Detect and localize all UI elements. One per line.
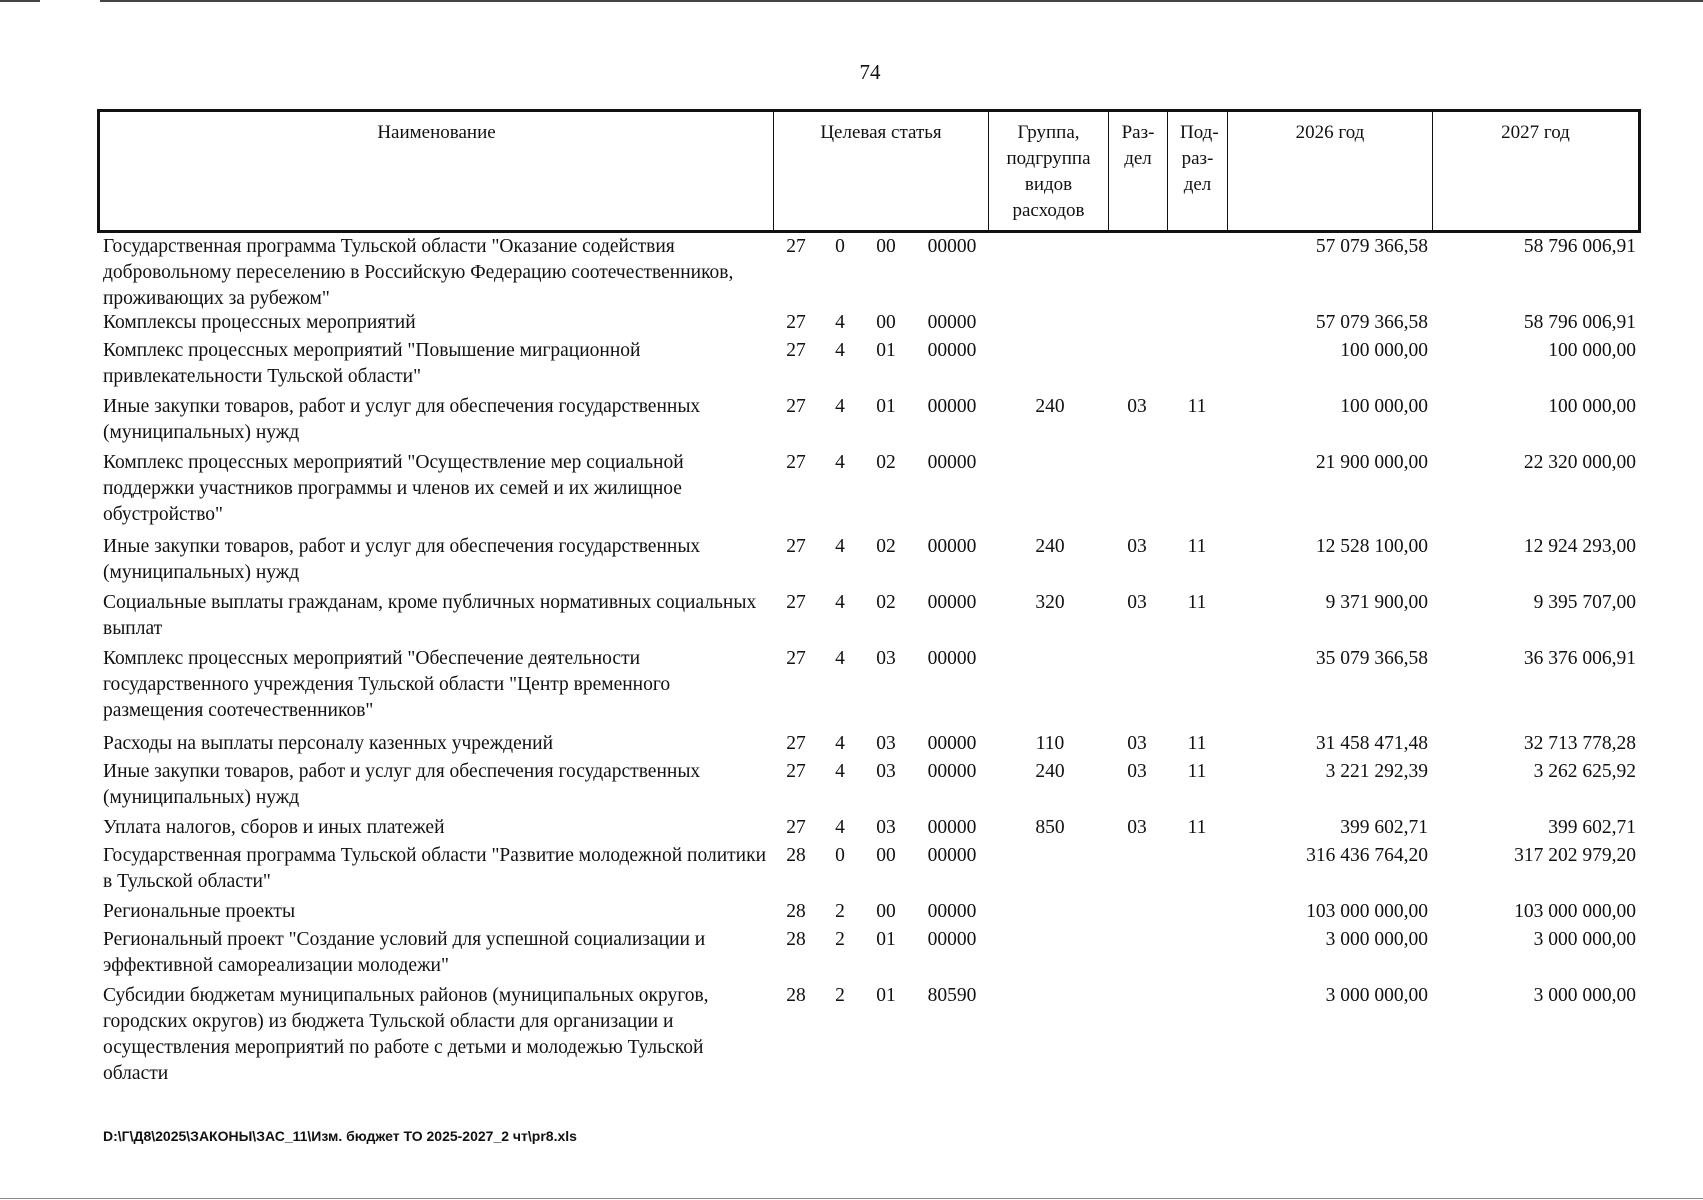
row-amount-2027: 3 000 000,00 <box>1533 929 1636 950</box>
row-c2: 4 <box>835 761 845 782</box>
row-c1: 27 <box>786 396 806 417</box>
header-name: Наименование <box>377 122 496 143</box>
row-c4: 00000 <box>927 761 977 782</box>
row-c3: 00 <box>876 236 896 257</box>
row-amount-2026: 12 528 100,00 <box>1315 536 1428 557</box>
row-c1: 27 <box>786 536 806 557</box>
row-amount-2026: 21 900 000,00 <box>1315 452 1428 473</box>
row-c1: 28 <box>786 901 806 922</box>
row-razdel: 03 <box>1127 396 1147 417</box>
row-c4: 00000 <box>927 536 977 557</box>
row-amount-2026: 103 000 000,00 <box>1306 901 1428 922</box>
file-path-footer: D:\Г\Д8\2025\ЗАКОНЫ\ЗАС_11\Изм. бюджет ТО 2025-2027_2 чт\pr8.xls <box>103 1128 577 1144</box>
row-name: Расходы на выплаты персоналу казенных учреждений <box>103 733 554 754</box>
row-amount-2026: 100 000,00 <box>1340 396 1428 417</box>
row-c1: 27 <box>786 648 806 669</box>
row-c4: 00000 <box>927 901 977 922</box>
row-c4: 00000 <box>927 592 977 613</box>
row-amount-2026: 100 000,00 <box>1340 340 1428 361</box>
row-name: Комплексы процессных мероприятий <box>103 312 416 333</box>
row-podrazdel: 11 <box>1187 536 1207 557</box>
row-name: Уплата налогов, сборов и иных платежей <box>103 817 445 838</box>
row-amount-2027: 103 000 000,00 <box>1514 901 1636 922</box>
row-c1: 28 <box>786 929 806 950</box>
row-c1: 27 <box>786 340 806 361</box>
row-amount-2027: 3 000 000,00 <box>1533 985 1636 1006</box>
row-amount-2027: 12 924 293,00 <box>1523 536 1636 557</box>
row-c4: 00000 <box>927 733 977 754</box>
row-c4: 00000 <box>927 236 977 257</box>
bottom-rule <box>0 1198 1703 1199</box>
row-name: Субсидии бюджетам муниципальных районов (муниципальных округов, городских округов) из бюджета Тульской области для организации и осуществления мероприятий по работе с детьми и молодежью Тульской области <box>103 985 709 1084</box>
row-c4: 00000 <box>927 648 977 669</box>
row-c2: 4 <box>835 817 845 838</box>
header-2026: 2026 год <box>1227 112 1432 230</box>
row-amount-2027: 58 796 006,91 <box>1523 236 1636 257</box>
row-c3: 01 <box>876 396 896 417</box>
row-c2: 4 <box>835 536 845 557</box>
row-c2: 2 <box>835 901 845 922</box>
row-amount-2026: 3 000 000,00 <box>1325 929 1428 950</box>
row-c2: 4 <box>835 648 845 669</box>
row-c4: 00000 <box>927 312 977 333</box>
row-amount-2026: 316 436 764,20 <box>1306 845 1428 866</box>
row-c3: 02 <box>876 452 896 473</box>
row-c4: 00000 <box>927 817 977 838</box>
row-c3: 00 <box>876 845 896 866</box>
row-c2: 4 <box>835 592 845 613</box>
row-name: Иные закупки товаров, работ и услуг для обеспечения государственных (муниципальных) нужд <box>103 396 701 443</box>
header-2027: 2027 год <box>1432 112 1638 230</box>
row-c2: 0 <box>835 236 845 257</box>
row-c1: 27 <box>786 817 806 838</box>
row-group: 240 <box>1035 761 1065 782</box>
row-c2: 4 <box>835 452 845 473</box>
row-razdel: 03 <box>1127 761 1147 782</box>
row-c3: 03 <box>876 761 896 782</box>
row-podrazdel: 11 <box>1187 592 1207 613</box>
row-c1: 27 <box>786 312 806 333</box>
row-amount-2026: 57 079 366,58 <box>1315 312 1428 333</box>
row-amount-2026: 9 371 900,00 <box>1325 592 1428 613</box>
page-number: 74 <box>859 60 881 84</box>
row-group: 110 <box>1035 733 1065 754</box>
row-podrazdel: 11 <box>1187 396 1207 417</box>
row-c3: 02 <box>876 536 896 557</box>
row-c1: 27 <box>786 733 806 754</box>
row-amount-2027: 58 796 006,91 <box>1523 312 1636 333</box>
row-c2: 0 <box>835 845 845 866</box>
row-name: Комплекс процессных мероприятий "Повышение миграционной привлекательности Тульской области" <box>103 340 641 387</box>
row-amount-2026: 31 458 471,48 <box>1315 733 1428 754</box>
row-amount-2026: 399 602,71 <box>1340 817 1428 838</box>
row-c4: 00000 <box>927 929 977 950</box>
row-amount-2027: 3 262 625,92 <box>1533 761 1636 782</box>
row-amount-2027: 100 000,00 <box>1548 396 1636 417</box>
row-c2: 4 <box>835 340 845 361</box>
row-razdel: 03 <box>1127 536 1147 557</box>
row-razdel: 03 <box>1127 817 1147 838</box>
row-amount-2027: 32 713 778,28 <box>1523 733 1636 754</box>
row-podrazdel: 11 <box>1187 733 1207 754</box>
row-razdel: 03 <box>1127 592 1147 613</box>
row-c3: 03 <box>876 817 896 838</box>
row-podrazdel: 11 <box>1187 817 1207 838</box>
row-amount-2027: 399 602,71 <box>1548 817 1636 838</box>
row-amount-2027: 317 202 979,20 <box>1514 845 1636 866</box>
row-podrazdel: 11 <box>1187 761 1207 782</box>
row-amount-2027: 22 320 000,00 <box>1523 452 1636 473</box>
row-name: Комплекс процессных мероприятий "Осуществление мер социальной поддержки участников программы и членов их семей и их жилищное обустройство" <box>103 452 684 525</box>
row-name: Региональный проект "Создание условий для успешной социализации и эффективной самореализации молодежи" <box>103 929 706 976</box>
row-c4: 00000 <box>927 845 977 866</box>
row-c1: 27 <box>786 452 806 473</box>
row-group: 850 <box>1035 817 1065 838</box>
row-amount-2026: 57 079 366,58 <box>1315 236 1428 257</box>
header-podrazdel: Под-раз-дел <box>1167 112 1227 230</box>
header-target-article: Целевая статья <box>773 112 988 230</box>
row-c3: 01 <box>876 340 896 361</box>
row-c3: 00 <box>876 312 896 333</box>
row-c1: 27 <box>786 236 806 257</box>
row-c1: 28 <box>786 845 806 866</box>
row-c4: 00000 <box>927 452 977 473</box>
row-c2: 2 <box>835 985 845 1006</box>
row-c4: 00000 <box>927 340 977 361</box>
row-name: Государственная программа Тульской области "Развитие молодежной политики в Тульской области" <box>103 845 767 892</box>
row-amount-2026: 35 079 366,58 <box>1315 648 1428 669</box>
row-razdel: 03 <box>1127 733 1147 754</box>
row-c3: 01 <box>876 985 896 1006</box>
row-amount-2027: 9 395 707,00 <box>1533 592 1636 613</box>
row-c3: 03 <box>876 733 896 754</box>
row-c1: 27 <box>786 761 806 782</box>
row-group: 240 <box>1035 536 1065 557</box>
row-c4: 80590 <box>927 985 977 1006</box>
top-rule <box>0 0 1703 5</box>
row-c2: 2 <box>835 929 845 950</box>
row-c4: 00000 <box>927 396 977 417</box>
row-c1: 27 <box>786 592 806 613</box>
row-name: Социальные выплаты гражданам, кроме публичных нормативных социальных выплат <box>103 592 757 639</box>
row-group: 320 <box>1035 592 1065 613</box>
row-amount-2026: 3 221 292,39 <box>1325 761 1428 782</box>
row-amount-2026: 3 000 000,00 <box>1325 985 1428 1006</box>
row-c3: 01 <box>876 929 896 950</box>
row-amount-2027: 100 000,00 <box>1548 340 1636 361</box>
row-c3: 03 <box>876 648 896 669</box>
row-name: Комплекс процессных мероприятий "Обеспечение деятельности государственного учреждения Тульской области "Центр временного размещения соотечественников" <box>103 648 671 721</box>
row-c3: 00 <box>876 901 896 922</box>
row-name: Иные закупки товаров, работ и услуг для обеспечения государственных (муниципальных) нужд <box>103 536 701 583</box>
row-c1: 28 <box>786 985 806 1006</box>
row-c2: 4 <box>835 312 845 333</box>
row-name: Иные закупки товаров, работ и услуг для обеспечения государственных (муниципальных) нужд <box>103 761 701 808</box>
header-razdel: Раз-дел <box>1108 112 1167 230</box>
header-expense-group: Группа, подгруппа видов расходов <box>988 112 1108 230</box>
row-c2: 4 <box>835 733 845 754</box>
row-name: Государственная программа Тульской области "Оказание содействия добровольному переселению в Российскую Федерацию соотечественников, проживающих за рубежом" <box>103 236 734 309</box>
row-c2: 4 <box>835 396 845 417</box>
row-group: 240 <box>1035 396 1065 417</box>
row-c3: 02 <box>876 592 896 613</box>
row-name: Региональные проекты <box>103 901 296 922</box>
table-header <box>97 109 1641 233</box>
row-amount-2027: 36 376 006,91 <box>1523 648 1636 669</box>
